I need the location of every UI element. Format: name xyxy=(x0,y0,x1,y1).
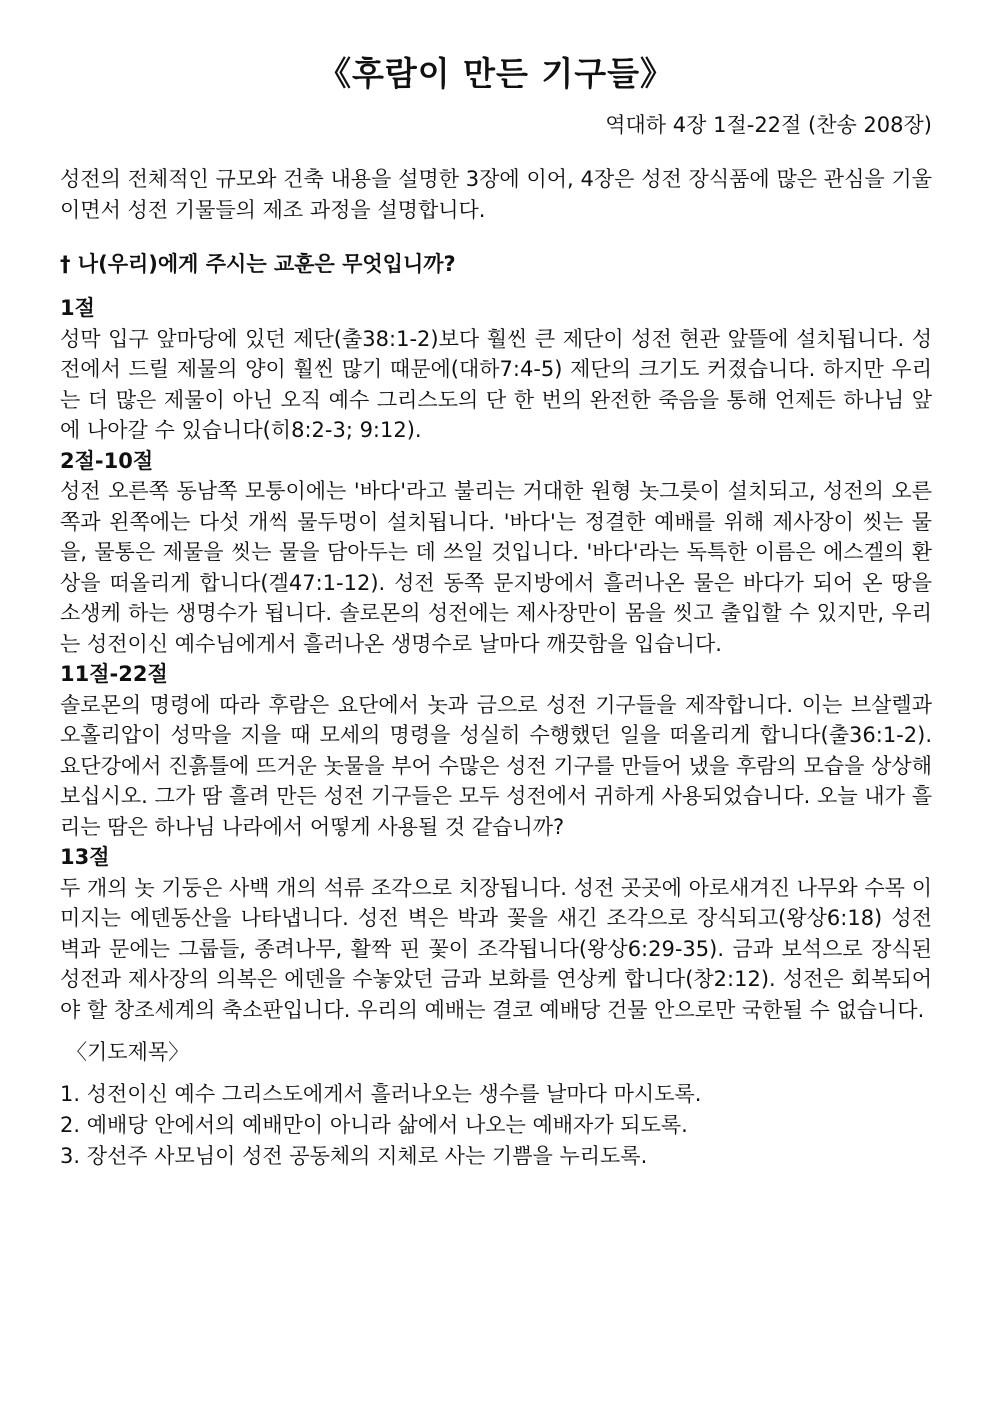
verse-heading: 11절-22절 xyxy=(60,662,168,686)
verse-section-1 xyxy=(60,293,932,446)
verse-heading: 2절-10절 xyxy=(60,448,154,473)
prayer-item: 1. 성전이신 예수 그리스도에게서 흘러나오는 생수를 날마다 마시도록. xyxy=(60,1082,702,1106)
verse-heading: 13절 xyxy=(60,845,110,869)
lesson-question: † 나(우리)에게 주시는 교훈은 무엇입니까? xyxy=(60,252,456,276)
prayer-list xyxy=(60,1079,932,1172)
verse-paragraph: 성전 오른쪽 동남쪽 모퉁이에는 '바다'라고 불리는 거대한 원형 놋그릇이 설치되고, 성전의 오른쪽과 왼쪽에는 다섯 개씩 물두멍이 설치됩니다. '바다'는 정결한 예배를 위해 제사장이 씻는 물을, 물통은 제물을 씻는 물을 담아두는 데 쓰일 것입니다. '바다'라는 독특한 이름은 에스겔의 환상을 떠올리게 합니다(겔47:1-12). 성전 동쪽 문지방에서 흘러나온 물은 바다가 되어 온 땅을 소생케 하는 생명수가 됩니다. 솔로몬의 성전에는 제사장만이 몸을 씻고 출입할 수 있지만, 우리는 성전이신 예수님에게서 흘러나온 생명수로 날마다 깨끗함을 입습니다. xyxy=(60,479,932,656)
page-title: 《후람이 만든 기구들》 xyxy=(317,54,674,93)
document-page xyxy=(60,52,932,1172)
verse-paragraph: 솔로몬의 명령에 따라 후람은 요단에서 놋과 금으로 성전 기구들을 제작합니다. 이는 브살렐과 오홀리압이 성막을 지을 때 모세의 명령을 성실히 수행했던 일을 떠올리게 합니다(출36:1-2). 요단강에서 진흙틀에 뜨거운 놋물을 부어 수많은 성전 기구를 만들어 냈을 후람의 모습을 상상해 보십시오. 그가 땀 흘려 만든 성전 기구들은 모두 성전에서 귀하게 사용되었습니다. 오늘 내가 흘리는 땀은 하나님 나라에서 어떻게 사용될 것 같습니까? xyxy=(60,692,932,839)
verse-section-2 xyxy=(60,446,932,660)
prayer-heading: 〈기도제목〉 xyxy=(66,1040,190,1064)
verse-section-4 xyxy=(60,842,932,1025)
verse-section-3 xyxy=(60,659,932,842)
verse-paragraph: 두 개의 놋 기둥은 사백 개의 석류 조각으로 치장됩니다. 성전 곳곳에 아로새겨진 나무와 수목 이미지는 에덴동산을 나타냅니다. 성전 벽은 박과 꽃을 새긴 조각으로 장식되고(왕상6:18) 성전 벽과 문에는 그룹들, 종려나무, 활짝 핀 꽃이 조각됩니다(왕상6:29-35). 금과 보석으로 장식된 성전과 제사장의 의복은 에덴을 수놓았던 금과 보화를 연상케 합니다(창2:12). 성전은 회복되어야 할 창조세계의 축소판입니다. 우리의 예배는 결코 예배당 건물 안으로만 국한될 수 없습니다. xyxy=(60,875,932,1022)
scripture-reference: 역대하 4장 1절-22절 (찬송 208장) xyxy=(605,113,932,137)
prayer-item: 3. 장선주 사모님이 성전 공동체의 지체로 사는 기쁨을 누리도록. xyxy=(60,1144,648,1168)
prayer-item: 2. 예배당 안에서의 예배만이 아니라 삶에서 나오는 예배자가 되도록. xyxy=(60,1113,688,1137)
verse-heading: 1절 xyxy=(60,296,95,320)
intro-paragraph: 성전의 전체적인 규모와 건축 내용을 설명한 3장에 이어, 4장은 성전 장식품에 많은 관심을 기울이면서 성전 기물들의 제조 과정을 설명합니다. xyxy=(60,167,932,222)
verse-paragraph: 성막 입구 앞마당에 있던 제단(출38:1-2)보다 훨씬 큰 제단이 성전 현관 앞뜰에 설치됩니다. 성전에서 드릴 제물의 양이 훨씬 많기 때문에(대하7:4-5) 제단의 크기도 커졌습니다. 하지만 우리는 더 많은 제물이 아닌 오직 예수 그리스도의 단 한 번의 완전한 죽음을 통해 언제든 하나님 앞에 나아갈 수 있습니다(히8:2-3; 9:12). xyxy=(60,326,932,442)
